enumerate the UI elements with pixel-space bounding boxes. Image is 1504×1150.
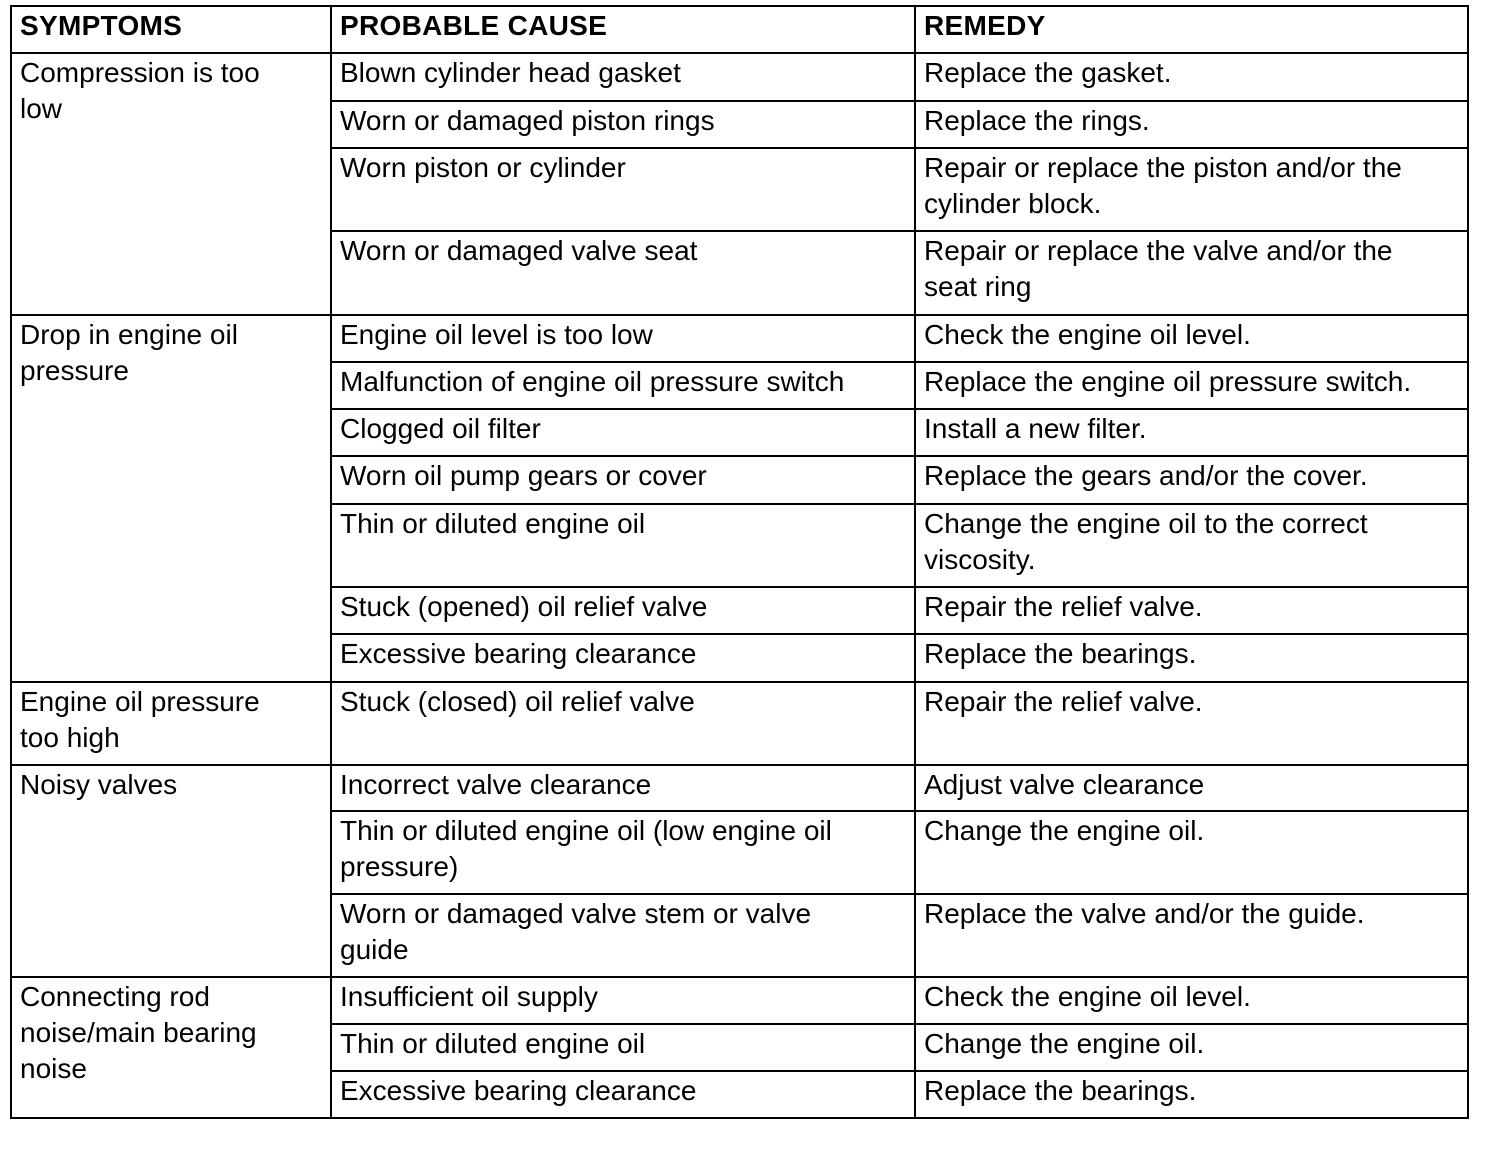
cause-cell: Worn or damaged piston rings (340, 105, 715, 136)
remedy-cell: Adjust valve clearance (924, 769, 1205, 800)
cause-cell: Worn oil pump gears or cover (340, 460, 707, 491)
cause-cell: Clogged oil filter (340, 413, 541, 444)
remedy-cell: Check the engine oil level. (924, 319, 1251, 350)
cause-cell: Excessive bearing clearance (340, 638, 697, 669)
remedy-cell: Repair the relief valve. (924, 591, 1203, 622)
remedy-cell: Replace the bearings. (924, 1075, 1197, 1106)
remedy-cell: Replace the gears and/or the cover. (924, 460, 1368, 491)
column-divider (330, 5, 332, 1119)
cause-cell: Thin or diluted engine oil (low engine oil pressure) (340, 815, 832, 882)
remedy-cell: Change the engine oil. (924, 815, 1205, 846)
cause-cell: Thin or diluted engine oil (340, 1028, 646, 1059)
cause-cell: Insufficient oil supply (340, 981, 598, 1012)
remedy-cell: Install a new filter. (924, 413, 1147, 444)
remedy-cell: Repair the relief valve. (924, 686, 1203, 717)
cause-cell: Excessive bearing clearance (340, 1075, 697, 1106)
remedy-cell: Repair or replace the piston and/or the cylinder block. (924, 152, 1402, 219)
cause-cell: Worn or damaged valve seat (340, 235, 698, 266)
remedy-cell: Replace the valve and/or the guide. (924, 898, 1365, 929)
remedy-cell: Replace the engine oil pressure switch. (924, 366, 1412, 397)
cause-cell: Engine oil level is too low (340, 319, 653, 350)
cause-cell: Worn piston or cylinder (340, 152, 626, 183)
cause-cell: Malfunction of engine oil pressure switch (340, 366, 845, 397)
cause-cell: Stuck (opened) oil relief valve (340, 591, 708, 622)
cause-cell: Incorrect valve clearance (340, 769, 652, 800)
symptom-cell: Drop in engine oil pressure (20, 319, 238, 386)
cause-cell: Worn or damaged valve stem or valve guide (340, 898, 812, 965)
remedy-cell: Replace the bearings. (924, 638, 1197, 669)
troubleshooting-table (10, 5, 1469, 1119)
column-divider (914, 5, 916, 1119)
header-remedy: REMEDY (924, 10, 1046, 41)
remedy-cell: Replace the gasket. (924, 57, 1172, 88)
header-symptoms: SYMPTOMS (20, 10, 183, 41)
remedy-cell: Replace the rings. (924, 105, 1150, 136)
remedy-cell: Check the engine oil level. (924, 981, 1251, 1012)
symptom-cell: Compression is too low (20, 57, 260, 124)
symptom-cell: Noisy valves (20, 769, 178, 800)
cause-cell: Blown cylinder head gasket (340, 57, 681, 88)
cause-cell: Thin or diluted engine oil (340, 508, 646, 539)
symptom-cell: Engine oil pressure too high (20, 686, 260, 753)
header-probable-cause: PROBABLE CAUSE (340, 10, 608, 41)
remedy-cell: Change the engine oil. (924, 1028, 1205, 1059)
cause-cell: Stuck (closed) oil relief valve (340, 686, 695, 717)
symptom-cell: Connecting rod noise/main bearing noise (20, 981, 257, 1084)
remedy-cell: Change the engine oil to the correct viscosity. (924, 508, 1368, 575)
remedy-cell: Repair or replace the valve and/or the seat ring (924, 235, 1393, 302)
